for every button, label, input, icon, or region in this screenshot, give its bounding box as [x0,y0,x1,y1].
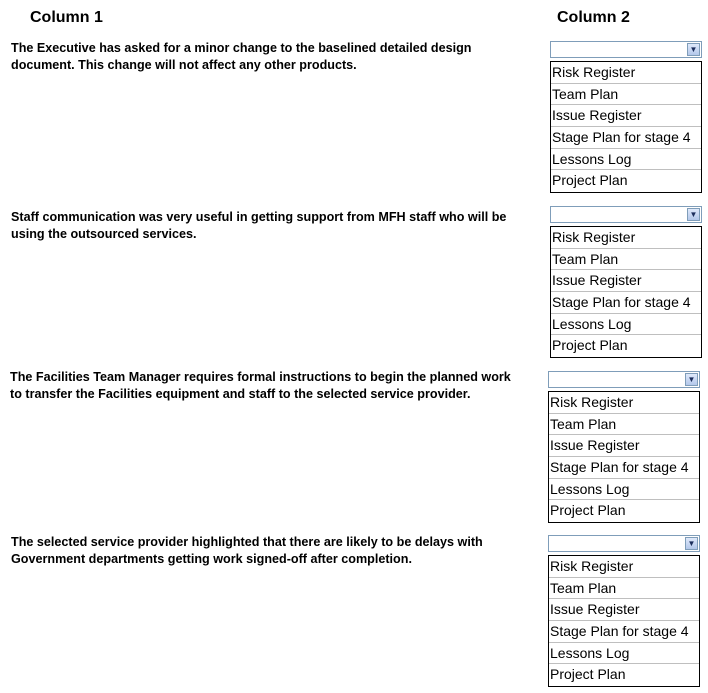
dropdown-2-option-list [550,226,702,358]
answer-dropdown-4[interactable] [548,535,700,687]
option-lessons-log[interactable]: Lessons Log [551,314,701,336]
dropdown-2-field[interactable] [550,206,702,223]
option-team-plan[interactable]: Team Plan [549,414,699,436]
option-stage-plan-stage-4[interactable]: Stage Plan for stage 4 [551,292,701,314]
option-risk-register[interactable]: Risk Register [551,227,701,249]
option-lessons-log[interactable]: Lessons Log [549,643,699,665]
option-project-plan[interactable]: Project Plan [550,666,626,683]
dropdown-1-field[interactable] [550,41,702,58]
option-issue-register[interactable]: Issue Register [549,435,699,457]
option-lessons-log[interactable]: Lessons Log [549,479,699,501]
chevron-down-icon[interactable]: ▼ [687,43,700,56]
dropdown-1-option-list [550,61,702,193]
answer-dropdown-1[interactable] [550,41,702,193]
option-issue-register[interactable]: Issue Register [551,270,701,292]
option-risk-register[interactable]: Risk Register [551,62,701,84]
column-1-header: Column 1 [30,9,103,26]
option-issue-register[interactable]: Issue Register [549,599,699,621]
option-stage-plan-stage-4[interactable]: Stage Plan for stage 4 [551,127,701,149]
answer-dropdown-2[interactable] [550,206,702,358]
dropdown-4-field[interactable] [548,535,700,552]
option-stage-plan-stage-4[interactable]: Stage Plan for stage 4 [549,457,699,479]
question-1-text: The Executive has asked for a minor change to the baselined detailed design document. This change will not affect any other products. [11,41,472,72]
answer-dropdown-3[interactable] [548,371,700,523]
option-project-plan[interactable]: Project Plan [552,337,628,354]
option-risk-register[interactable]: Risk Register [549,556,699,578]
option-project-plan[interactable]: Project Plan [550,502,626,519]
option-issue-register[interactable]: Issue Register [551,105,701,127]
dropdown-3-field[interactable] [548,371,700,388]
chevron-down-icon[interactable]: ▼ [685,537,698,550]
dropdown-4-option-list [548,555,700,687]
option-team-plan[interactable]: Team Plan [551,249,701,271]
question-3-text: The Facilities Team Manager requires formal instructions to begin the planned work to transfer the Facilities equipment and staff to the selected service provider. [10,370,511,401]
column-2-header: Column 2 [557,9,630,26]
question-4-text: The selected service provider highlighted that there are likely to be delays with Government departments getting work signed-off after completion. [11,535,483,566]
option-lessons-log[interactable]: Lessons Log [551,149,701,171]
chevron-down-icon[interactable]: ▼ [687,208,700,221]
option-team-plan[interactable]: Team Plan [549,578,699,600]
chevron-down-icon[interactable]: ▼ [685,373,698,386]
option-project-plan[interactable]: Project Plan [552,172,628,189]
option-stage-plan-stage-4[interactable]: Stage Plan for stage 4 [549,621,699,643]
dropdown-3-option-list [548,391,700,523]
question-2-text: Staff communication was very useful in getting support from MFH staff who will be using the outsourced services. [11,210,507,241]
option-risk-register[interactable]: Risk Register [549,392,699,414]
option-team-plan[interactable]: Team Plan [551,84,701,106]
